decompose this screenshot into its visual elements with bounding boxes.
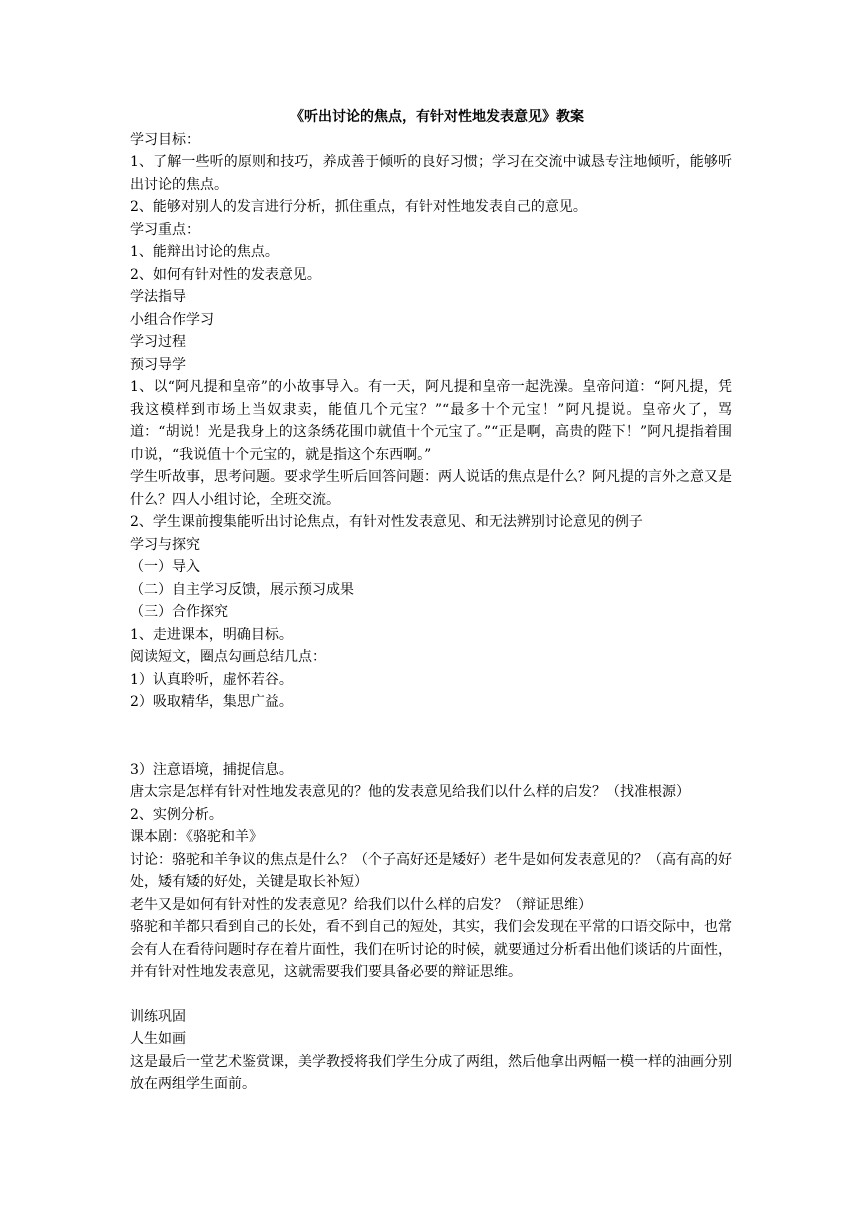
paragraph: 学习目标： [130,131,200,148]
section-part2 [130,759,732,984]
document-title: 《听出讨论的焦点，有针对性地发表意见》教案 [290,109,584,125]
paragraph: 阅读短文，圈点勾画总结几点： [130,649,326,665]
document-page [130,106,732,1096]
paragraph: 1、走进课本，明确目标。 [130,626,293,643]
paragraph: 学习重点： [130,221,200,238]
paragraph: 1、以“阿凡提和皇帝”的小故事导入。有一天，阿凡提和皇帝一起洗澡。皇帝问道：“阿凡提，凭我这模样到市场上当奴隶卖，能值几个元宝？”“最多十个元宝！”阿凡提说。皇帝火了，骂道：“胡说！光是我身上的这条绣花围巾就值十个元宝了。”“正是啊，高贵的陛下！”阿凡提指着围巾说，“我说值十个元宝的，就是指这个东西啊。” [130,379,732,463]
paragraph: 课本剧：《骆驼和羊》 [130,829,263,845]
paragraph: 1）认真聆听，虚怀若谷。 [130,671,293,688]
paragraph: 学生听故事，思考问题。要求学生听后回答问题：两人说话的焦点是什么？阿凡提的言外之意又是什么？四人小组讨论，全班交流。 [130,469,732,508]
paragraph: 小组合作学习 [130,311,214,328]
paragraph: 2、如何有针对性的发表意见。 [130,266,321,283]
blank-space [130,984,732,1006]
paragraph: （三）合作探究 [130,604,228,620]
section-part3 [130,1006,732,1096]
paragraph: （一）导入 [130,559,200,575]
paragraph: 2、学生课前搜集能听出讨论焦点，有针对性发表意见、和无法辨别讨论意见的例子 [130,514,643,530]
paragraph: 1、了解一些听的原则和技巧，养成善于倾听的良好习惯；学习在交流中诚恳专注地倾听，能够听出讨论的焦点。 [130,154,732,193]
paragraph: 骆驼和羊都只看到自己的长处，看不到自己的短处，其实，我们会发现在平常的口语交际中，也常会有人在看待问题时存在着片面性，我们在听讨论的时候，就要通过分析看出他们谈话的片面性，并有针对性地发表意见，这就需要我们要具备必要的辩证思维。 [130,919,732,980]
paragraph: 训练巩固 [130,1008,186,1025]
paragraph: 学习与探究 [130,536,200,553]
paragraph: 学习过程 [130,334,186,350]
paragraph: 老牛又是如何有针对性的发表意见？给我们以什么样的启发？（辩证思维） [130,896,592,913]
paragraph: 这是最后一堂艺术鉴赏课，美学教授将我们学生分成了两组，然后他拿出两幅一模一样的油画分别放在两组学生面前。 [130,1053,732,1092]
paragraph: 预习导学 [130,356,186,373]
paragraph: 2）吸取精华，集思广益。 [130,694,293,710]
paragraph: 1、能辩出讨论的焦点。 [130,244,279,260]
paragraph: 唐太宗是怎样有针对性地发表意见的？他的发表意见给我们以什么样的启发？（找准根源） [130,784,690,800]
paragraph: 3）注意语境，捕捉信息。 [130,761,293,778]
paragraph: 学法指导 [130,289,186,305]
paragraph: 人生如画 [130,1031,186,1047]
paragraph: （二）自主学习反馈，展示预习成果 [130,581,354,598]
paragraph: 2、能够对别人的发言进行分析，抓住重点，有针对性地发表自己的意见。 [130,199,587,215]
section-part1 [130,129,732,714]
blank-space [130,714,732,759]
paragraph: 2、实例分析。 [130,806,223,823]
paragraph: 讨论：骆驼和羊争议的焦点是什么？（个子高好还是矮好）老牛是如何发表意见的？（高有高的好处，矮有矮的好处，关键是取长补短） [130,851,732,890]
